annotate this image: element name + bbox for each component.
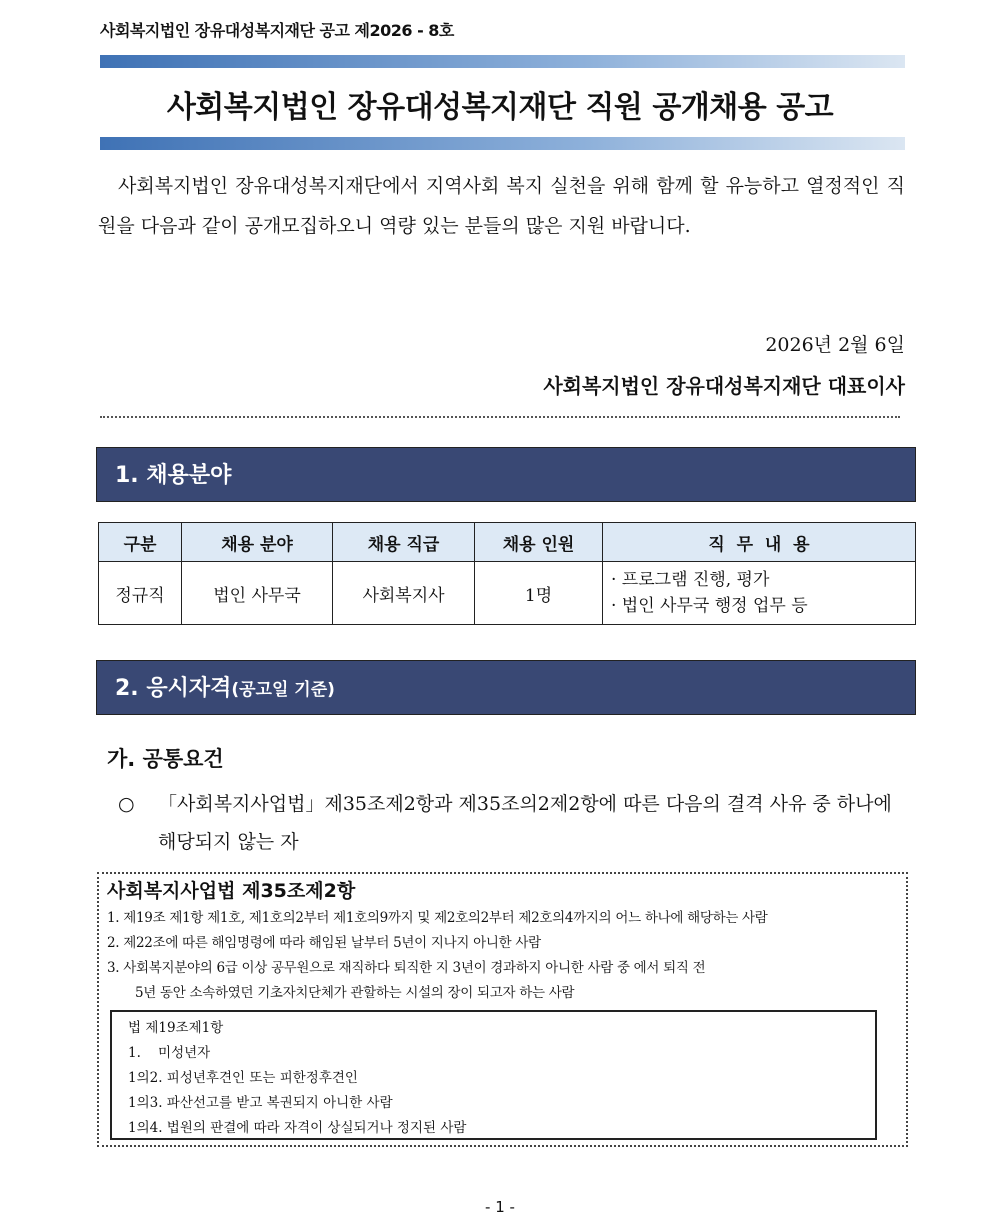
document-number: 사회복지법인 장유대성복지재단 공고 제2026 - 8호 (100, 21, 454, 40)
intro-text: 사회복지법인 장유대성복지재단에서 지역사회 복지 실천을 위해 함께 할 유능하고 열정적인 직원을 다음과 같이 공개모집하오니 역량 있는 분들의 많은 지원 바랍니다. (98, 175, 905, 237)
section-title: 2. 응시자격 (115, 676, 232, 701)
notice-date: 2026년 2월 6일 (765, 334, 905, 356)
col-header: 채용 인원 (475, 523, 603, 562)
section-title-note: (공고일 기준) (231, 680, 335, 700)
requirement-text: 「사회복지사업법」제35조제2항과 제35조의2제2항에 따른 다음의 결격 사유 중 하나에 해당되지 않는 자 (158, 793, 892, 853)
page-number: - 1 - (485, 1198, 515, 1216)
col-header: 채용 분야 (182, 523, 333, 562)
cell-field: 법인 사무국 (182, 562, 333, 625)
circle-bullet-icon: ○ (118, 793, 135, 815)
gradient-divider (100, 137, 905, 150)
duty-item: · 법인 사무국 행정 업무 등 (611, 596, 808, 616)
table-header-row (99, 523, 916, 562)
section-header-2 (96, 660, 916, 715)
col-header: 직 무 내 용 (603, 523, 916, 562)
inner-law-title: 법 제19조제1항 (128, 1020, 224, 1036)
intro-paragraph (98, 166, 905, 246)
recruitment-table (98, 522, 916, 625)
subsection-title: 가. 공통요건 (107, 747, 224, 771)
cell-count: 1명 (475, 562, 603, 625)
inner-law-item: 1의3. 파산선고를 받고 복권되지 아니한 사람 (128, 1095, 393, 1111)
law-item: 1. 제19조 제1항 제1호, 제1호의2부터 제1호의9까지 및 제2호의2부터 제2호의4까지의 어느 하나에 해당하는 사람 (107, 910, 768, 926)
dotted-divider (100, 416, 900, 418)
law-box-title: 사회복지사업법 제35조제2항 (107, 880, 356, 902)
law-item: 2. 제22조에 따른 해임명령에 따라 해임된 날부터 5년이 지나지 아니한 사람 (107, 935, 541, 951)
col-header: 채용 직급 (333, 523, 475, 562)
section-header-1: 1. 채용분야 (96, 447, 916, 502)
cell-grade: 사회복지사 (333, 562, 475, 625)
inner-law-item: 1의4. 법원의 판결에 따라 자격이 상실되거나 정지된 사람 (128, 1120, 467, 1136)
page-title: 사회복지법인 장유대성복지재단 직원 공개채용 공고 (166, 90, 834, 125)
signer: 사회복지법인 장유대성복지재단 대표이사 (543, 374, 905, 398)
inner-law-item: 1의2. 피성년후견인 또는 피한정후견인 (128, 1070, 358, 1086)
table-row (99, 562, 916, 625)
duty-item: · 프로그램 진행, 평가 (611, 570, 770, 590)
cell-type: 정규직 (99, 562, 182, 625)
requirement-bullet (118, 785, 908, 861)
col-header: 구분 (99, 523, 182, 562)
law-item: 3. 사회복지분야의 6급 이상 공무원으로 재직하다 퇴직한 지 3년이 경과하지 아니한 사람 중 에서 퇴직 전 (107, 960, 706, 976)
inner-law-item: 1. 미성년자 (128, 1045, 211, 1061)
cell-duties (603, 562, 916, 625)
law-item: 5년 동안 소속하였던 기초자치단체가 관할하는 시설의 장이 되고자 하는 사람 (135, 985, 575, 1001)
gradient-divider (100, 55, 905, 68)
